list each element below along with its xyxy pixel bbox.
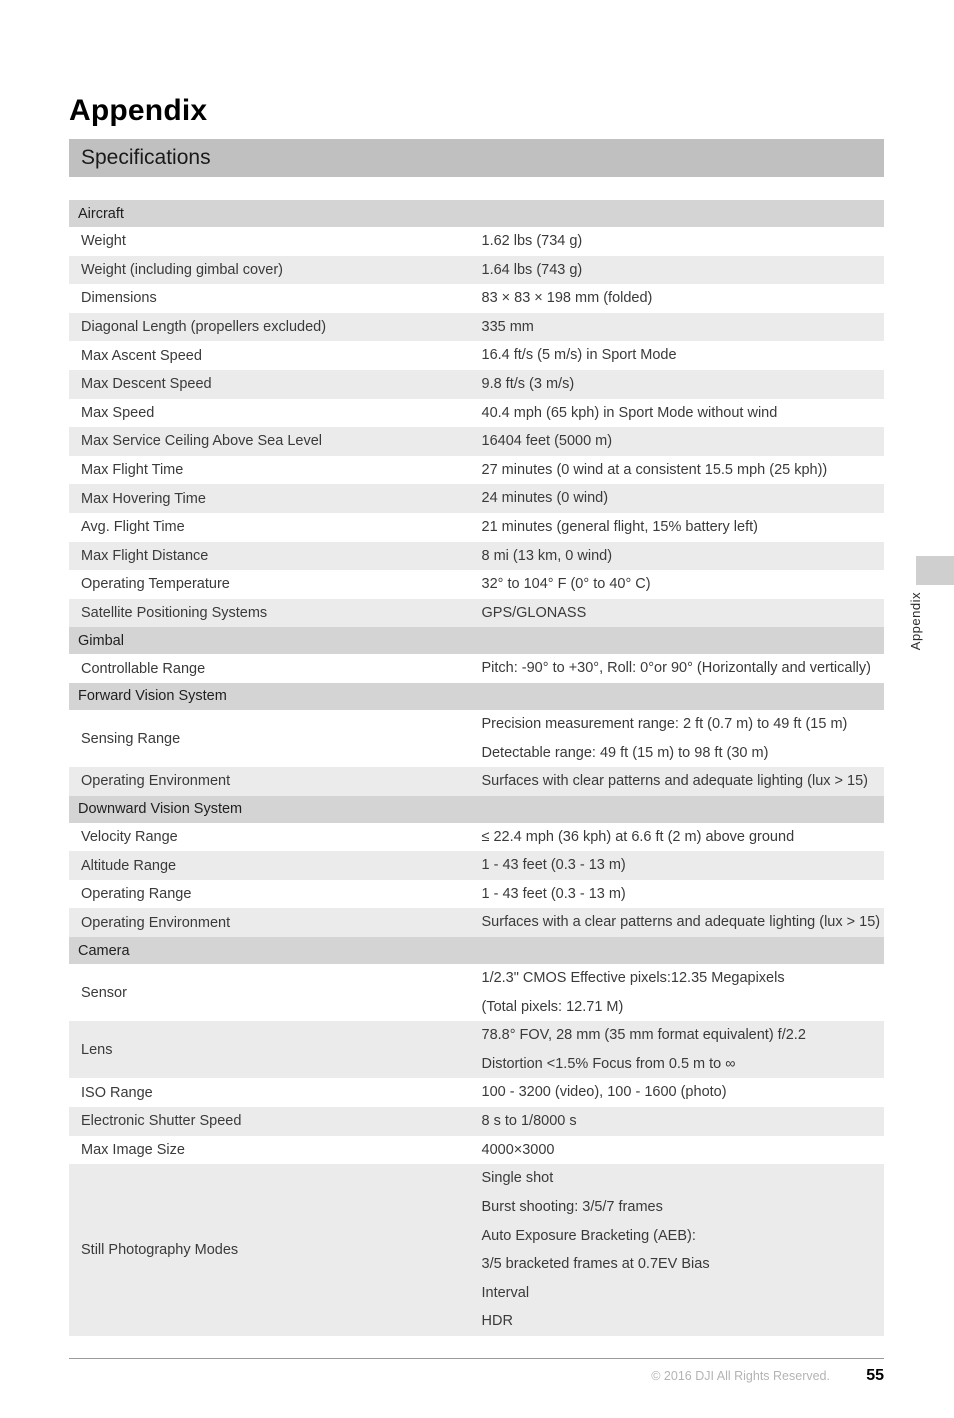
table-group-label: Forward Vision System (69, 683, 884, 710)
spec-label: Sensor (69, 964, 477, 1021)
spec-value (477, 710, 885, 767)
spec-value-lines (482, 1136, 885, 1165)
spec-value (477, 284, 885, 313)
table-row (69, 1107, 884, 1136)
spec-value-line: 3/5 bracketed frames at 0.7EV Bias (481, 1256, 710, 1273)
spec-value-line: 24 minutes (0 wind) (481, 490, 609, 507)
table-group-header (69, 937, 884, 964)
table-row (69, 1164, 884, 1336)
spec-value-line: GPS/GLONASS (481, 604, 587, 621)
spec-value-line: 335 mm (481, 318, 534, 335)
table-group-header (69, 683, 884, 710)
table-row (69, 284, 884, 313)
spec-value-line: Interval (481, 1284, 530, 1301)
spec-label: Weight (including gimbal cover) (69, 256, 477, 285)
side-tab-marker (916, 556, 954, 585)
spec-value-lines (482, 427, 885, 456)
table-row (69, 908, 884, 937)
spec-value-lines (482, 654, 885, 683)
spec-value-line: 100 - 3200 (video), 100 - 1600 (photo) (481, 1084, 727, 1101)
spec-label: Electronic Shutter Speed (69, 1107, 477, 1136)
spec-label: Altitude Range (69, 851, 477, 880)
spec-value (477, 227, 885, 256)
spec-label: Max Descent Speed (69, 370, 477, 399)
table-row (69, 1021, 884, 1078)
spec-label: Max Flight Distance (69, 542, 477, 571)
spec-value-lines (482, 456, 885, 485)
spec-value-line: Burst shooting: 3/5/7 frames (481, 1199, 663, 1216)
spec-value-lines (482, 513, 885, 542)
spec-label: Operating Temperature (69, 570, 477, 599)
spec-value-lines (482, 370, 885, 399)
table-row (69, 599, 884, 628)
spec-label: Max Flight Time (69, 456, 477, 485)
table-row (69, 227, 884, 256)
side-tab-label: Appendix (908, 592, 923, 651)
spec-value (477, 370, 885, 399)
spec-value-line: 9.8 ft/s (3 m/s) (481, 375, 575, 392)
section-banner-title: Specifications (81, 146, 211, 169)
spec-value (477, 456, 885, 485)
table-row (69, 341, 884, 370)
table-row (69, 313, 884, 342)
table-group-label: Aircraft (69, 200, 884, 227)
spec-value-lines (482, 710, 885, 767)
table-row (69, 851, 884, 880)
spec-value-line: ≤ 22.4 mph (36 kph) at 6.6 ft (2 m) above ground (481, 828, 795, 845)
table-group-header (69, 200, 884, 227)
spec-value-lines (482, 313, 885, 342)
spec-value-line: 16.4 ft/s (5 m/s) in Sport Mode (481, 347, 677, 364)
spec-value-lines (482, 823, 885, 852)
spec-value (477, 767, 885, 796)
spec-value (477, 513, 885, 542)
spec-label: Max Ascent Speed (69, 341, 477, 370)
spec-value (477, 654, 885, 683)
spec-value (477, 484, 885, 513)
spec-label: Still Photography Modes (69, 1164, 477, 1336)
spec-value (477, 1107, 885, 1136)
spec-value-line: 27 minutes (0 wind at a consistent 15.5 mph (25 kph)) (481, 461, 828, 478)
table-group-header (69, 627, 884, 654)
table-row (69, 1136, 884, 1165)
spec-value-lines (482, 964, 885, 1021)
spec-value-line: (Total pixels: 12.71 M) (481, 998, 624, 1015)
spec-value-line: 16404 feet (5000 m) (481, 433, 613, 450)
spec-value (477, 427, 885, 456)
spec-value-line: Single shot (481, 1170, 554, 1187)
spec-label: Weight (69, 227, 477, 256)
table-row (69, 370, 884, 399)
spec-label: Operating Range (69, 880, 477, 909)
spec-value-lines (482, 570, 885, 599)
spec-label: Max Service Ceiling Above Sea Level (69, 427, 477, 456)
spec-value (477, 1136, 885, 1165)
table-row (69, 513, 884, 542)
spec-value (477, 880, 885, 909)
spec-value-line: Precision measurement range: 2 ft (0.7 m) to 49 ft (15 m) (481, 715, 848, 732)
spec-value-lines (482, 1164, 885, 1336)
spec-label: Operating Environment (69, 767, 477, 796)
table-row (69, 256, 884, 285)
spec-value-line: 21 minutes (general flight, 15% battery left) (481, 518, 758, 535)
spec-value (477, 851, 885, 880)
table-row (69, 823, 884, 852)
spec-value-line: Surfaces with a clear patterns and adequate lighting (lux > 15) (481, 914, 881, 931)
spec-value-lines (482, 484, 885, 513)
spec-value-line: 1/2.3" CMOS Effective pixels:12.35 Megapixels (481, 970, 785, 987)
spec-value-line: 1 - 43 feet (0.3 - 13 m) (481, 885, 626, 902)
spec-value (477, 313, 885, 342)
spec-value-line: 83 × 83 × 198 mm (folded) (481, 290, 653, 307)
table-row (69, 542, 884, 571)
spec-value (477, 341, 885, 370)
spec-value (477, 1164, 885, 1336)
spec-label: Operating Environment (69, 908, 477, 937)
table-row (69, 427, 884, 456)
spec-value-lines (482, 399, 885, 428)
spec-value-line: Detectable range: 49 ft (15 m) to 98 ft (30 m) (481, 744, 769, 761)
spec-value-lines (482, 908, 885, 937)
spec-label: Diagonal Length (propellers excluded) (69, 313, 477, 342)
spec-value-lines (482, 256, 885, 285)
spec-value (477, 908, 885, 937)
spec-value-line: Auto Exposure Bracketing (AEB): (481, 1227, 696, 1244)
spec-value-lines (482, 1021, 885, 1078)
spec-value-lines (482, 599, 885, 628)
table-row (69, 1078, 884, 1107)
spec-value-lines (482, 227, 885, 256)
spec-value (477, 1021, 885, 1078)
spec-label: Sensing Range (69, 710, 477, 767)
spec-value-line: 1.62 lbs (734 g) (481, 233, 583, 249)
table-row (69, 570, 884, 599)
spec-value (477, 964, 885, 1021)
spec-value-lines (482, 851, 885, 880)
table-row (69, 484, 884, 513)
spec-value (477, 823, 885, 852)
spec-label: Velocity Range (69, 823, 477, 852)
spec-value-lines (482, 341, 885, 370)
spec-value-line: Surfaces with clear patterns and adequate lighting (lux > 15) (481, 773, 868, 790)
spec-value-lines (482, 767, 885, 796)
table-row (69, 456, 884, 485)
spec-value-line: 8 s to 1/8000 s (481, 1113, 577, 1130)
spec-label: Lens (69, 1021, 477, 1078)
footer-copyright: © 2016 DJI All Rights Reserved. (651, 1369, 830, 1383)
footer-page-number: 55 (866, 1367, 884, 1384)
spec-value-line: HDR (481, 1313, 513, 1330)
spec-value-line: 78.8° FOV, 28 mm (35 mm format equivalent) f/2.2 (481, 1027, 806, 1044)
spec-value-line: 1.64 lbs (743 g) (481, 261, 583, 278)
spec-value-lines (482, 284, 885, 313)
spec-value-line: Pitch: -90° to +30°, Roll: 0°or 90° (Horizontally and vertically) (481, 660, 871, 677)
spec-value-line: 1 - 43 feet (0.3 - 13 m) (481, 857, 626, 874)
table-row (69, 399, 884, 428)
spec-value-lines (482, 1107, 885, 1136)
table-group-label: Gimbal (69, 627, 884, 654)
spec-label: Max Image Size (69, 1136, 477, 1165)
spec-value-line: 4000×3000 (481, 1141, 555, 1158)
table-row (69, 964, 884, 1021)
spec-value-line: 32° to 104° F (0° to 40° C) (481, 576, 651, 593)
spec-label: ISO Range (69, 1078, 477, 1107)
spec-value (477, 542, 885, 571)
spec-value-lines (482, 880, 885, 909)
spec-value-line: Distortion <1.5% Focus from 0.5 m to ∞ (481, 1055, 736, 1072)
spec-value-line: 40.4 mph (65 kph) in Sport Mode without wind (481, 404, 778, 421)
spec-value (477, 399, 885, 428)
spec-label: Max Speed (69, 399, 477, 428)
spec-value (477, 599, 885, 628)
spec-label: Dimensions (69, 284, 477, 313)
spec-value-lines (482, 542, 885, 571)
table-group-label: Camera (69, 937, 884, 964)
page-title: Appendix (69, 94, 208, 128)
table-group-label: Downward Vision System (69, 796, 884, 823)
table-row (69, 880, 884, 909)
spec-value-line: 8 mi (13 km, 0 wind) (481, 547, 613, 564)
spec-label: Satellite Positioning Systems (69, 599, 477, 628)
page-footer (69, 1363, 884, 1389)
spec-value-lines (482, 1078, 885, 1107)
spec-label: Avg. Flight Time (69, 513, 477, 542)
table-row (69, 767, 884, 796)
footer-divider (69, 1358, 884, 1359)
spec-value (477, 570, 885, 599)
section-banner (69, 139, 884, 177)
table-group-header (69, 796, 884, 823)
specifications-table-body (69, 200, 884, 1336)
spec-label: Max Hovering Time (69, 484, 477, 513)
spec-value (477, 1078, 885, 1107)
table-row (69, 654, 884, 683)
table-row (69, 710, 884, 767)
specifications-table (69, 200, 884, 1336)
spec-value (477, 256, 885, 285)
spec-label: Controllable Range (69, 654, 477, 683)
